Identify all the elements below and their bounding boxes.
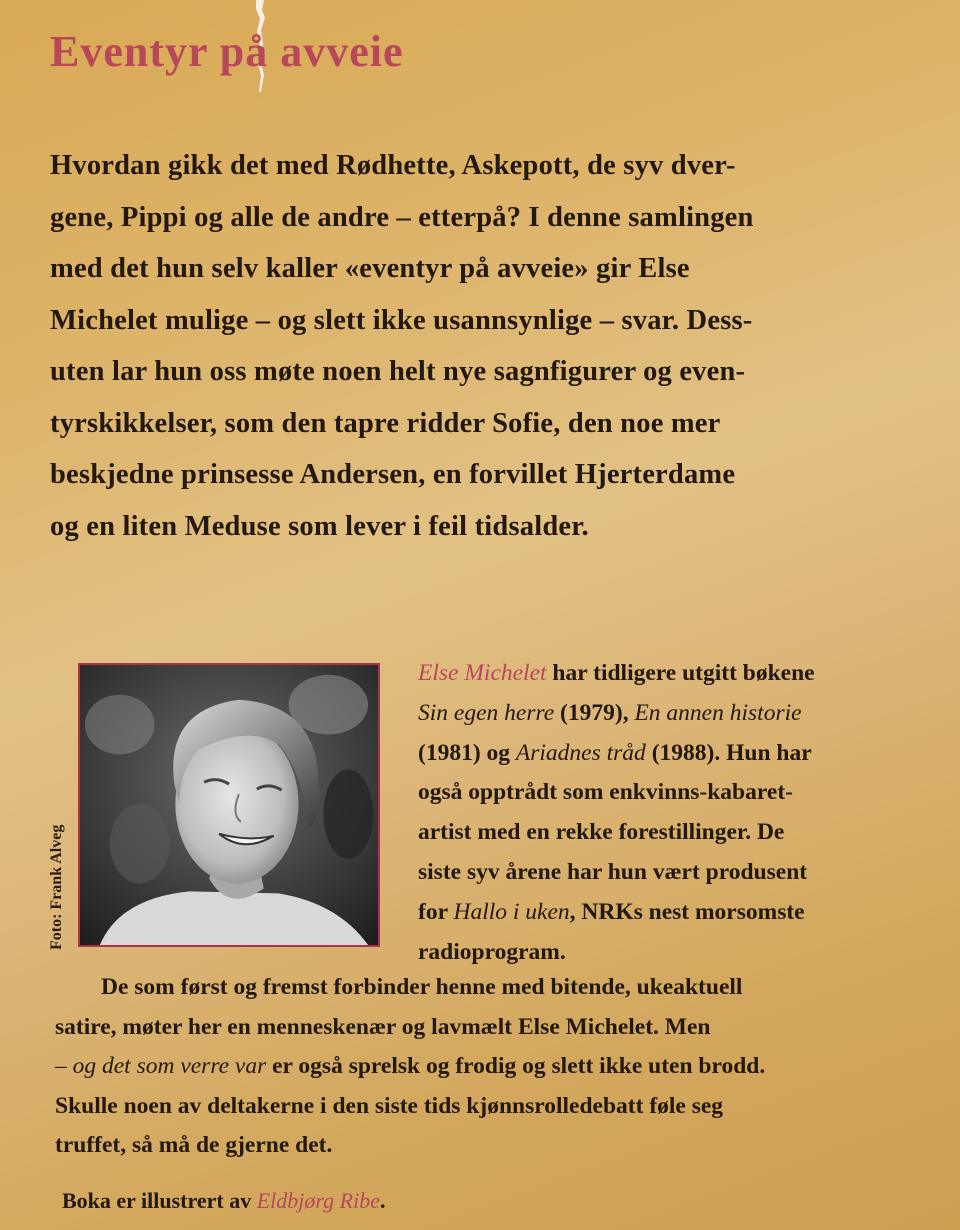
bio-line: artist med en rekke forestillinger. De xyxy=(418,819,785,846)
closing-paragraph xyxy=(55,968,935,1166)
illustrator-name: Eldbjørg Ribe xyxy=(256,1188,380,1213)
book-title-en-annen-historie: En annen historie xyxy=(634,699,802,726)
intro-line: beskjedne prinsesse Andersen, en forvillet Hjerterdame xyxy=(50,459,736,490)
book-title-ariadnes-traad: Ariadnes tråd xyxy=(515,739,646,766)
book-title: Eventyr på avveie xyxy=(50,27,404,76)
bio-text: , NRKs nest morsomste xyxy=(569,898,805,925)
bio-line xyxy=(418,694,938,734)
bio-line xyxy=(418,893,938,933)
quote-italic: – og det som verre var xyxy=(55,1053,267,1079)
bio-line: siste syv årene har hun vært produsent xyxy=(418,858,808,885)
bio-line xyxy=(418,654,938,694)
bio-line xyxy=(418,734,938,774)
intro-line: Michelet mulige – og slett ikke usannsynlige – svar. Dess- xyxy=(50,304,753,336)
intro-paragraph xyxy=(50,140,940,552)
closing-text: er også sprelsk og frodig og slett ikke uten brodd. xyxy=(266,1053,766,1079)
bio-line: radioprogram. xyxy=(418,938,566,965)
book-title-sin-egen-herre: Sin egen herre xyxy=(418,699,555,726)
intro-line: gene, Pippi og alle de andre – etterpå? I denne samlingen xyxy=(50,201,754,233)
bio-text: (1981) og xyxy=(418,739,516,766)
closing-line: truffet, så må de gjerne det. xyxy=(55,1132,333,1158)
closing-line: satire, møter her en menneskenær og lavmælt Else Michelet. Men xyxy=(55,1013,711,1040)
intro-line: med det hun selv kaller «eventyr på avveie» gir Else xyxy=(50,253,690,284)
bio-text: for xyxy=(418,898,454,925)
bio-text: (1988). Hun har xyxy=(645,739,812,766)
closing-line: Skulle noen av deltakerne i den siste tids kjønnsrolledebatt føle seg xyxy=(55,1092,724,1119)
intro-line: og en liten Meduse som lever i feil tidsalder. xyxy=(50,510,589,542)
illustrator-credit xyxy=(62,1188,385,1214)
closing-line: De som først og fremst forbinder henne med bitende, ukeaktuell xyxy=(101,974,743,1000)
show-title-hallo-i-uken: Hallo i uken xyxy=(453,898,570,925)
photo-credit: Foto: Frank Alveg xyxy=(48,824,65,950)
author-bio xyxy=(418,654,938,972)
intro-line: uten lar hun oss møte noen helt nye sagnfigurer og even- xyxy=(50,356,746,387)
closing-line xyxy=(55,1047,935,1087)
footer-text: . xyxy=(379,1188,386,1213)
author-photo xyxy=(78,663,380,947)
portrait-image xyxy=(80,665,378,945)
author-name: Else Michelet xyxy=(418,660,547,686)
intro-line: Hvordan gikk det med Rødhette, Askepott, de syv dver- xyxy=(50,150,736,181)
bio-line: også opptrådt som enkvinns-kabaret- xyxy=(418,779,793,806)
footer-text: Boka er illustrert av xyxy=(62,1188,257,1213)
bio-text: (1979), xyxy=(554,699,635,726)
intro-line: tyrskikkelser, som den tapre ridder Sofie, den noe mer xyxy=(50,407,721,439)
bio-text: har tidligere utgitt bøkene xyxy=(546,660,815,686)
